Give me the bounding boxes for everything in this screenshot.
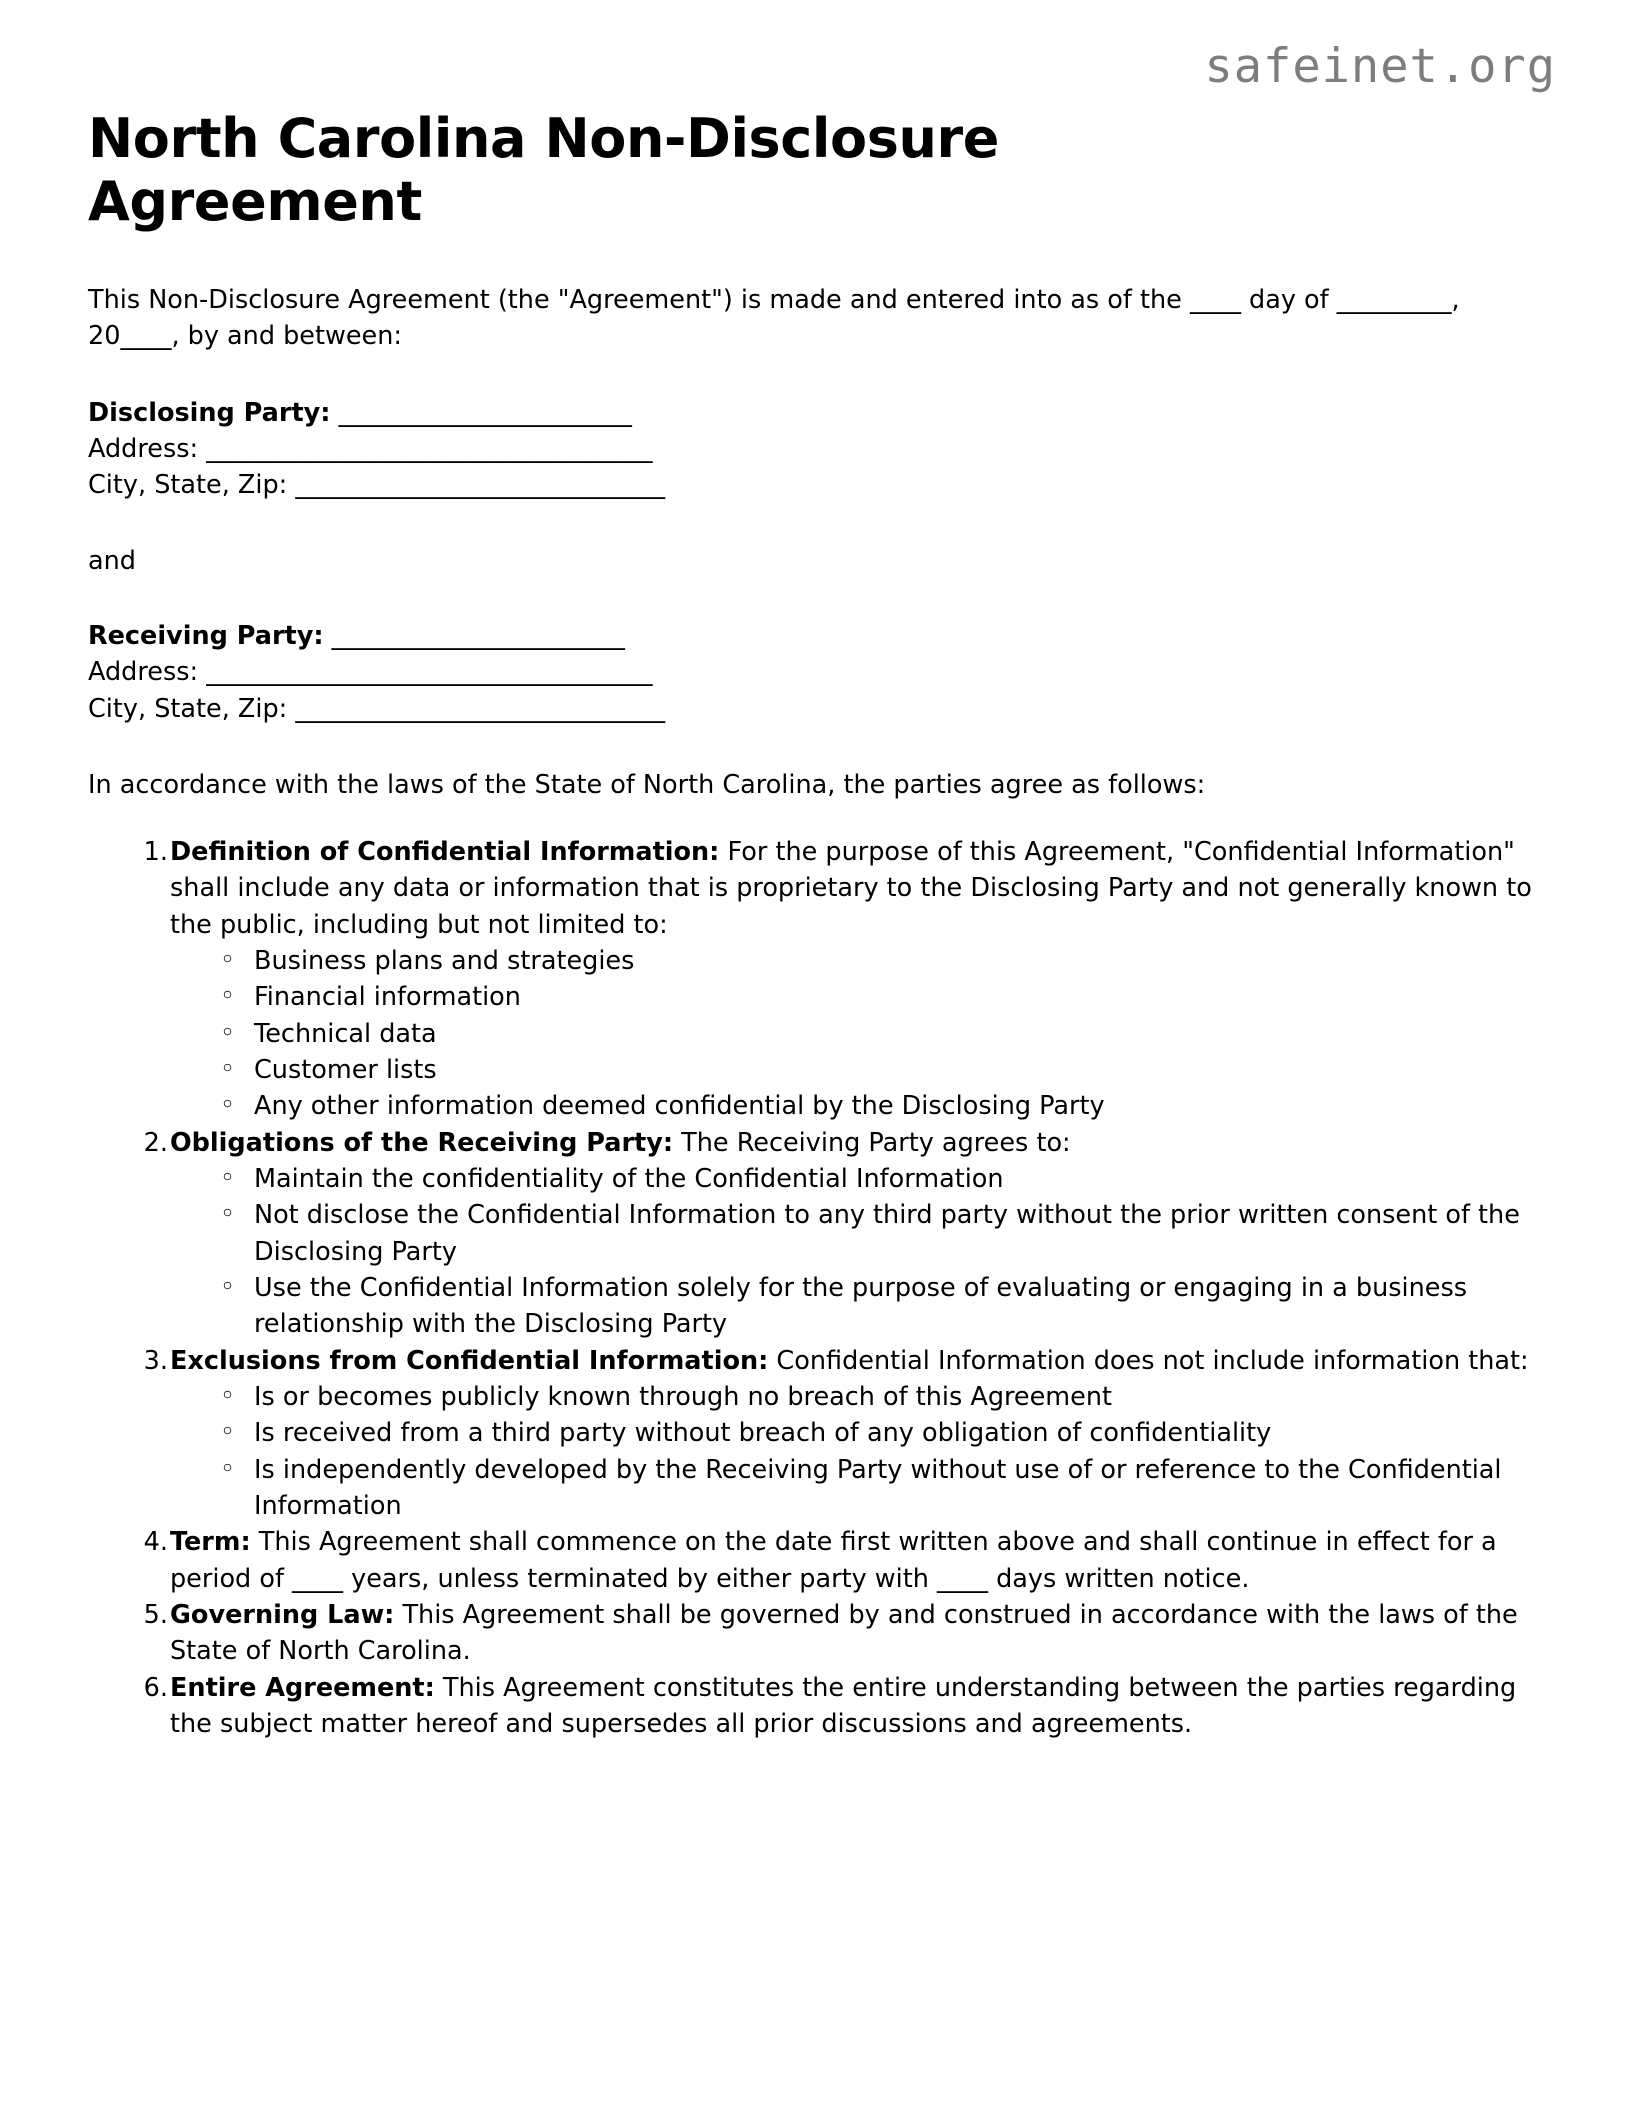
- term-subitem: ◦ Not disclose the Confidential Information to any third party without the prior written consent of the Disclosing Party: [170, 1197, 1556, 1270]
- term-sublist: [170, 1161, 1556, 1343]
- term-text: [170, 1670, 1556, 1743]
- term-sublist: [170, 943, 1556, 1125]
- disclosing-party-block: [88, 395, 1556, 504]
- term-item: [88, 1524, 1556, 1597]
- term-item: [88, 1670, 1556, 1743]
- term-subitem: ◦ Is independently developed by the Receiving Party without use of or reference to the Confidential Information: [170, 1452, 1556, 1525]
- disclosing-party-address-label: Address:: [88, 433, 199, 464]
- conjunction-text: and: [88, 545, 136, 576]
- term-sublist: [170, 1379, 1556, 1524]
- receiving-party-city-line: [88, 691, 1556, 727]
- term-text: [170, 1524, 1556, 1597]
- term-item: [88, 1597, 1556, 1670]
- term-text: [170, 834, 1556, 943]
- term-heading: Definition of Confidential Information:: [170, 837, 720, 868]
- term-body: This Agreement constitutes the entire understanding between the parties regarding the subject matter hereof and supersedes all prior discussions and agreements.: [170, 1672, 1517, 1739]
- term-heading: Exclusions from Confidential Information:: [170, 1345, 769, 1376]
- receiving-party-name-blank: _______________________: [323, 620, 625, 651]
- disclosing-party-name-line: [88, 395, 1556, 431]
- term-item: [88, 1343, 1556, 1525]
- term-heading: Governing Law:: [170, 1599, 395, 1630]
- term-body: This Agreement shall commence on the date first written above and shall continue in effect for a period of ____ years, unless terminated by either party with ____ days written notice.: [170, 1527, 1497, 1594]
- term-body: This Agreement shall be governed by and construed in accordance with the laws of the State of North Carolina.: [170, 1599, 1518, 1667]
- receiving-party-name-line: [88, 618, 1556, 654]
- term-subitem: ◦ Customer lists: [170, 1052, 1556, 1088]
- term-heading: Term:: [170, 1527, 251, 1558]
- term-text: [170, 1597, 1556, 1670]
- receiving-party-city-label: City, State, Zip:: [88, 693, 288, 724]
- receiving-party-block: [88, 618, 1556, 727]
- term-item: [88, 834, 1556, 1125]
- receiving-party-label: Receiving Party:: [88, 620, 324, 651]
- term-subitem: ◦ Any other information deemed confidential by the Disclosing Party: [170, 1088, 1556, 1124]
- governing-law-intro: In accordance with the laws of the State of North Carolina, the parties agree as follows:: [88, 769, 1206, 800]
- receiving-party-city-blank: _____________________________: [287, 693, 666, 724]
- disclosing-party-city-label: City, State, Zip:: [88, 470, 288, 501]
- term-subitem: ◦ Maintain the confidentiality of the Confidential Information: [170, 1161, 1556, 1197]
- receiving-party-address-blank: ___________________________________: [198, 657, 653, 688]
- page-title: North Carolina Non-Disclosure Agreement: [88, 107, 999, 233]
- term-body: For the purpose of this Agreement, "Confidential Information" shall include any data or information that is proprietary to the Disclosing Party and not generally known to the public, including but not limited to:: [170, 837, 1532, 940]
- term-heading: Entire Agreement:: [170, 1672, 435, 1703]
- disclosing-party-address-blank: ___________________________________: [198, 433, 653, 464]
- terms-list: [88, 834, 1556, 1742]
- term-text: [170, 1343, 1556, 1379]
- term-subitem: ◦ Business plans and strategies: [170, 943, 1556, 979]
- disclosing-party-label: Disclosing Party:: [88, 397, 331, 428]
- disclosing-party-name-blank: _______________________: [330, 397, 632, 428]
- term-subitem: ◦ Use the Confidential Information solely for the purpose of evaluating or engaging in a business relationship with the Disclosing Party: [170, 1270, 1556, 1343]
- term-body: The Receiving Party agrees to:: [673, 1127, 1071, 1158]
- term-subitem: ◦ Is received from a third party without breach of any obligation of confidentiality: [170, 1415, 1556, 1451]
- disclosing-party-city-line: [88, 467, 1556, 503]
- disclosing-party-address-line: [88, 431, 1556, 467]
- term-subitem: ◦ Is or becomes publicly known through no breach of this Agreement: [170, 1379, 1556, 1415]
- term-subitem: ◦ Financial information: [170, 979, 1556, 1015]
- term-body: Confidential Information does not include information that:: [768, 1345, 1529, 1376]
- term-item: [88, 1125, 1556, 1343]
- receiving-party-address-line: [88, 654, 1556, 690]
- disclosing-party-city-blank: _____________________________: [287, 470, 666, 501]
- receiving-party-address-label: Address:: [88, 657, 199, 688]
- term-subitem: ◦ Technical data: [170, 1016, 1556, 1052]
- term-heading: Obligations of the Receiving Party:: [170, 1127, 674, 1158]
- site-watermark: safeinet.org: [1204, 39, 1556, 94]
- term-text: [170, 1125, 1556, 1161]
- intro-paragraph: This Non-Disclosure Agreement (the "Agreement") is made and entered into as of the ____ day of _________, 20____, by and between:: [88, 285, 1460, 352]
